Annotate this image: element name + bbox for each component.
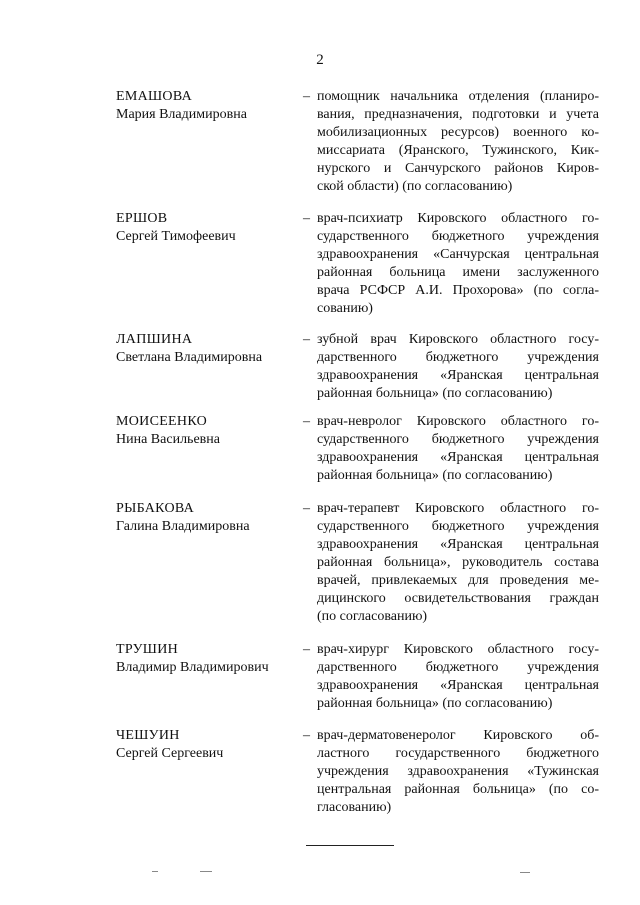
- separator-dash: –: [303, 89, 310, 104]
- member-position: [317, 210, 599, 318]
- member-given-name: Владимир Владимирович: [116, 660, 269, 675]
- position-text-line: районная больница», руководитель состава: [317, 555, 599, 570]
- member-position: [317, 641, 599, 713]
- position-text-line: мобилизационных ресурсов) военного ко-: [317, 125, 599, 140]
- position-text-line: врач-дерматовенеролог Кировского об-: [317, 728, 599, 743]
- member-name: [116, 413, 296, 449]
- position-text-line: (по согласованию): [317, 609, 428, 624]
- member-name: [116, 331, 296, 367]
- position-text-line: здравоохранения «Яранская центральная: [317, 678, 599, 693]
- position-text-line: помощник начальника отделения (планиро-: [317, 89, 599, 104]
- member-position: [317, 331, 599, 403]
- position-text-line: врачей, привлекаемых для проведения ме-: [317, 573, 599, 588]
- scan-speck: [200, 871, 212, 872]
- member-name: [116, 727, 296, 763]
- position-text-line: нурского и Санчурского районов Киров-: [317, 161, 599, 176]
- separator-dash: –: [303, 728, 310, 743]
- position-text-line: здравоохранения «Яранская центральная: [317, 450, 599, 465]
- position-text-line: учреждения здравоохранения «Тужинская: [317, 764, 599, 779]
- position-text-line: ской области) (по согласованию): [317, 179, 513, 194]
- position-text-line: зубной врач Кировского областного госу-: [317, 332, 599, 347]
- position-text-line: врач-хирург Кировского областного госу-: [317, 642, 599, 657]
- member-given-name: Сергей Сергеевич: [116, 746, 224, 761]
- position-text-line: дарственного бюджетного учреждения: [317, 350, 599, 365]
- page-number: 2: [316, 52, 324, 68]
- member-name: [116, 641, 296, 677]
- member-surname: МОИСЕЕНКО: [116, 414, 208, 429]
- member-given-name: Мария Владимировна: [116, 107, 247, 122]
- position-text-line: дицинского освидетельствования граждан: [317, 591, 599, 606]
- member-name: [116, 500, 296, 536]
- position-text-line: гласованию): [317, 800, 392, 815]
- position-text-line: районная больница имени заслуженного: [317, 265, 599, 280]
- position-text-line: вания, предназначения, подготовки и учета: [317, 107, 599, 122]
- member-surname: ЕМАШОВА: [116, 89, 193, 104]
- scan-speck: [520, 872, 530, 873]
- member-position: [317, 500, 599, 626]
- position-text-line: районная больница» (по согласованию): [317, 386, 553, 401]
- member-position: [317, 88, 599, 196]
- position-text-line: сударственного бюджетного учреждения: [317, 229, 599, 244]
- position-text-line: здравоохранения «Яранская центральная: [317, 537, 599, 552]
- position-text-line: сударственного бюджетного учреждения: [317, 519, 599, 534]
- separator-dash: –: [303, 501, 310, 516]
- position-text-line: здравоохранения «Яранская центральная: [317, 368, 599, 383]
- position-text-line: сударственного бюджетного учреждения: [317, 432, 599, 447]
- member-position: [317, 727, 599, 817]
- position-text-line: врач-психиатр Кировского областного го-: [317, 211, 599, 226]
- member-given-name: Нина Васильевна: [116, 432, 220, 447]
- separator-dash: –: [303, 414, 310, 429]
- member-name: [116, 210, 296, 246]
- separator-dash: –: [303, 332, 310, 347]
- member-surname: ЛАПШИНА: [116, 332, 193, 347]
- position-text-line: дарственного бюджетного учреждения: [317, 660, 599, 675]
- position-text-line: районная больница» (по согласованию): [317, 468, 553, 483]
- member-surname: ЕРШОВ: [116, 211, 168, 226]
- member-given-name: Светлана Владимировна: [116, 350, 263, 365]
- position-text-line: врач-невролог Кировского областного го-: [317, 414, 599, 429]
- member-name: [116, 88, 296, 124]
- scan-speck: [152, 871, 158, 872]
- position-text-line: ластного государственного бюджетного: [317, 746, 599, 761]
- member-given-name: Галина Владимировна: [116, 519, 250, 534]
- member-surname: ЧЕШУИН: [116, 728, 180, 743]
- separator-dash: –: [303, 211, 310, 226]
- separator-dash: –: [303, 642, 310, 657]
- member-surname: РЫБАКОВА: [116, 501, 195, 516]
- member-given-name: Сергей Тимофеевич: [116, 229, 236, 244]
- position-text-line: врач-терапевт Кировского областного го-: [317, 501, 599, 516]
- position-text-line: миссариата (Яранского, Тужинского, Кик-: [317, 143, 599, 158]
- position-text-line: врача РСФСР А.И. Прохорова» (по согла-: [317, 283, 599, 298]
- position-text-line: районная больница» (по согласованию): [317, 696, 553, 711]
- end-rule: [306, 845, 394, 846]
- position-text-line: здравоохранения «Санчурская центральная: [317, 247, 599, 262]
- member-position: [317, 413, 599, 485]
- member-surname: ТРУШИН: [116, 642, 179, 657]
- position-text-line: сованию): [317, 301, 373, 316]
- position-text-line: центральная районная больница» (по со-: [317, 782, 599, 797]
